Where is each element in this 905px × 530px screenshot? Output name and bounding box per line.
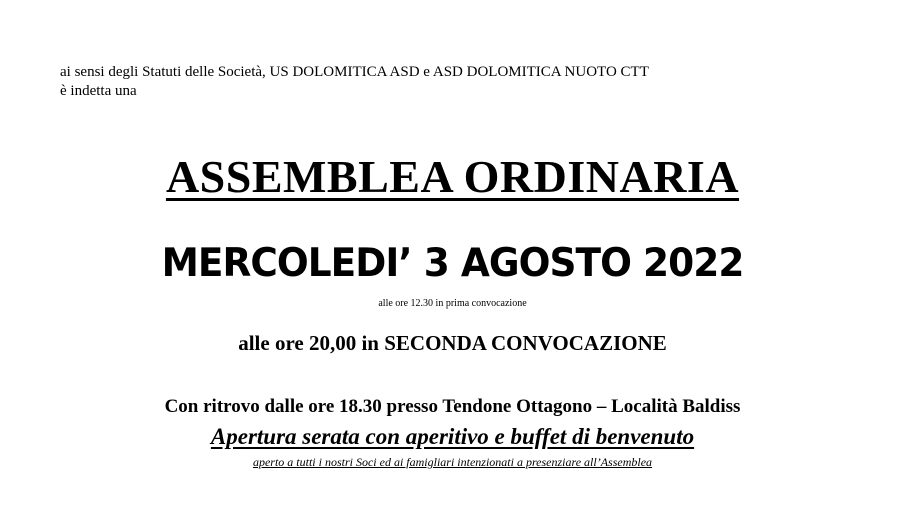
first-call-time: alle ore 12.30 in prima convocazione	[378, 298, 527, 309]
intro-line-statutes: ai sensi degli Statuti delle Società, US DOLOMITICA ASD e ASD DOLOMITICA NUOTO CTT	[60, 64, 649, 80]
meeting-point: Con ritrovo dalle ore 18.30 presso Tendone Ottagono – Località Baldiss	[164, 396, 741, 417]
second-call-time: alle ore 20,00 in SECONDA CONVOCAZIONE	[238, 331, 667, 355]
opening-event: Apertura serata con aperitivo e buffet di benvenuto	[210, 424, 695, 449]
audience-note: aperto a tutti i nostri Soci ed ai famigliari intenzionati a presenziare all’Assemblea	[252, 455, 653, 469]
document-title: ASSEMBLEA ORDINARIA	[165, 151, 740, 202]
intro-line-announcement: è indetta una	[60, 83, 137, 99]
intro-paragraph	[60, 63, 649, 101]
meeting-date: MERCOLEDI’ 3 AGOSTO 2022	[161, 241, 744, 286]
